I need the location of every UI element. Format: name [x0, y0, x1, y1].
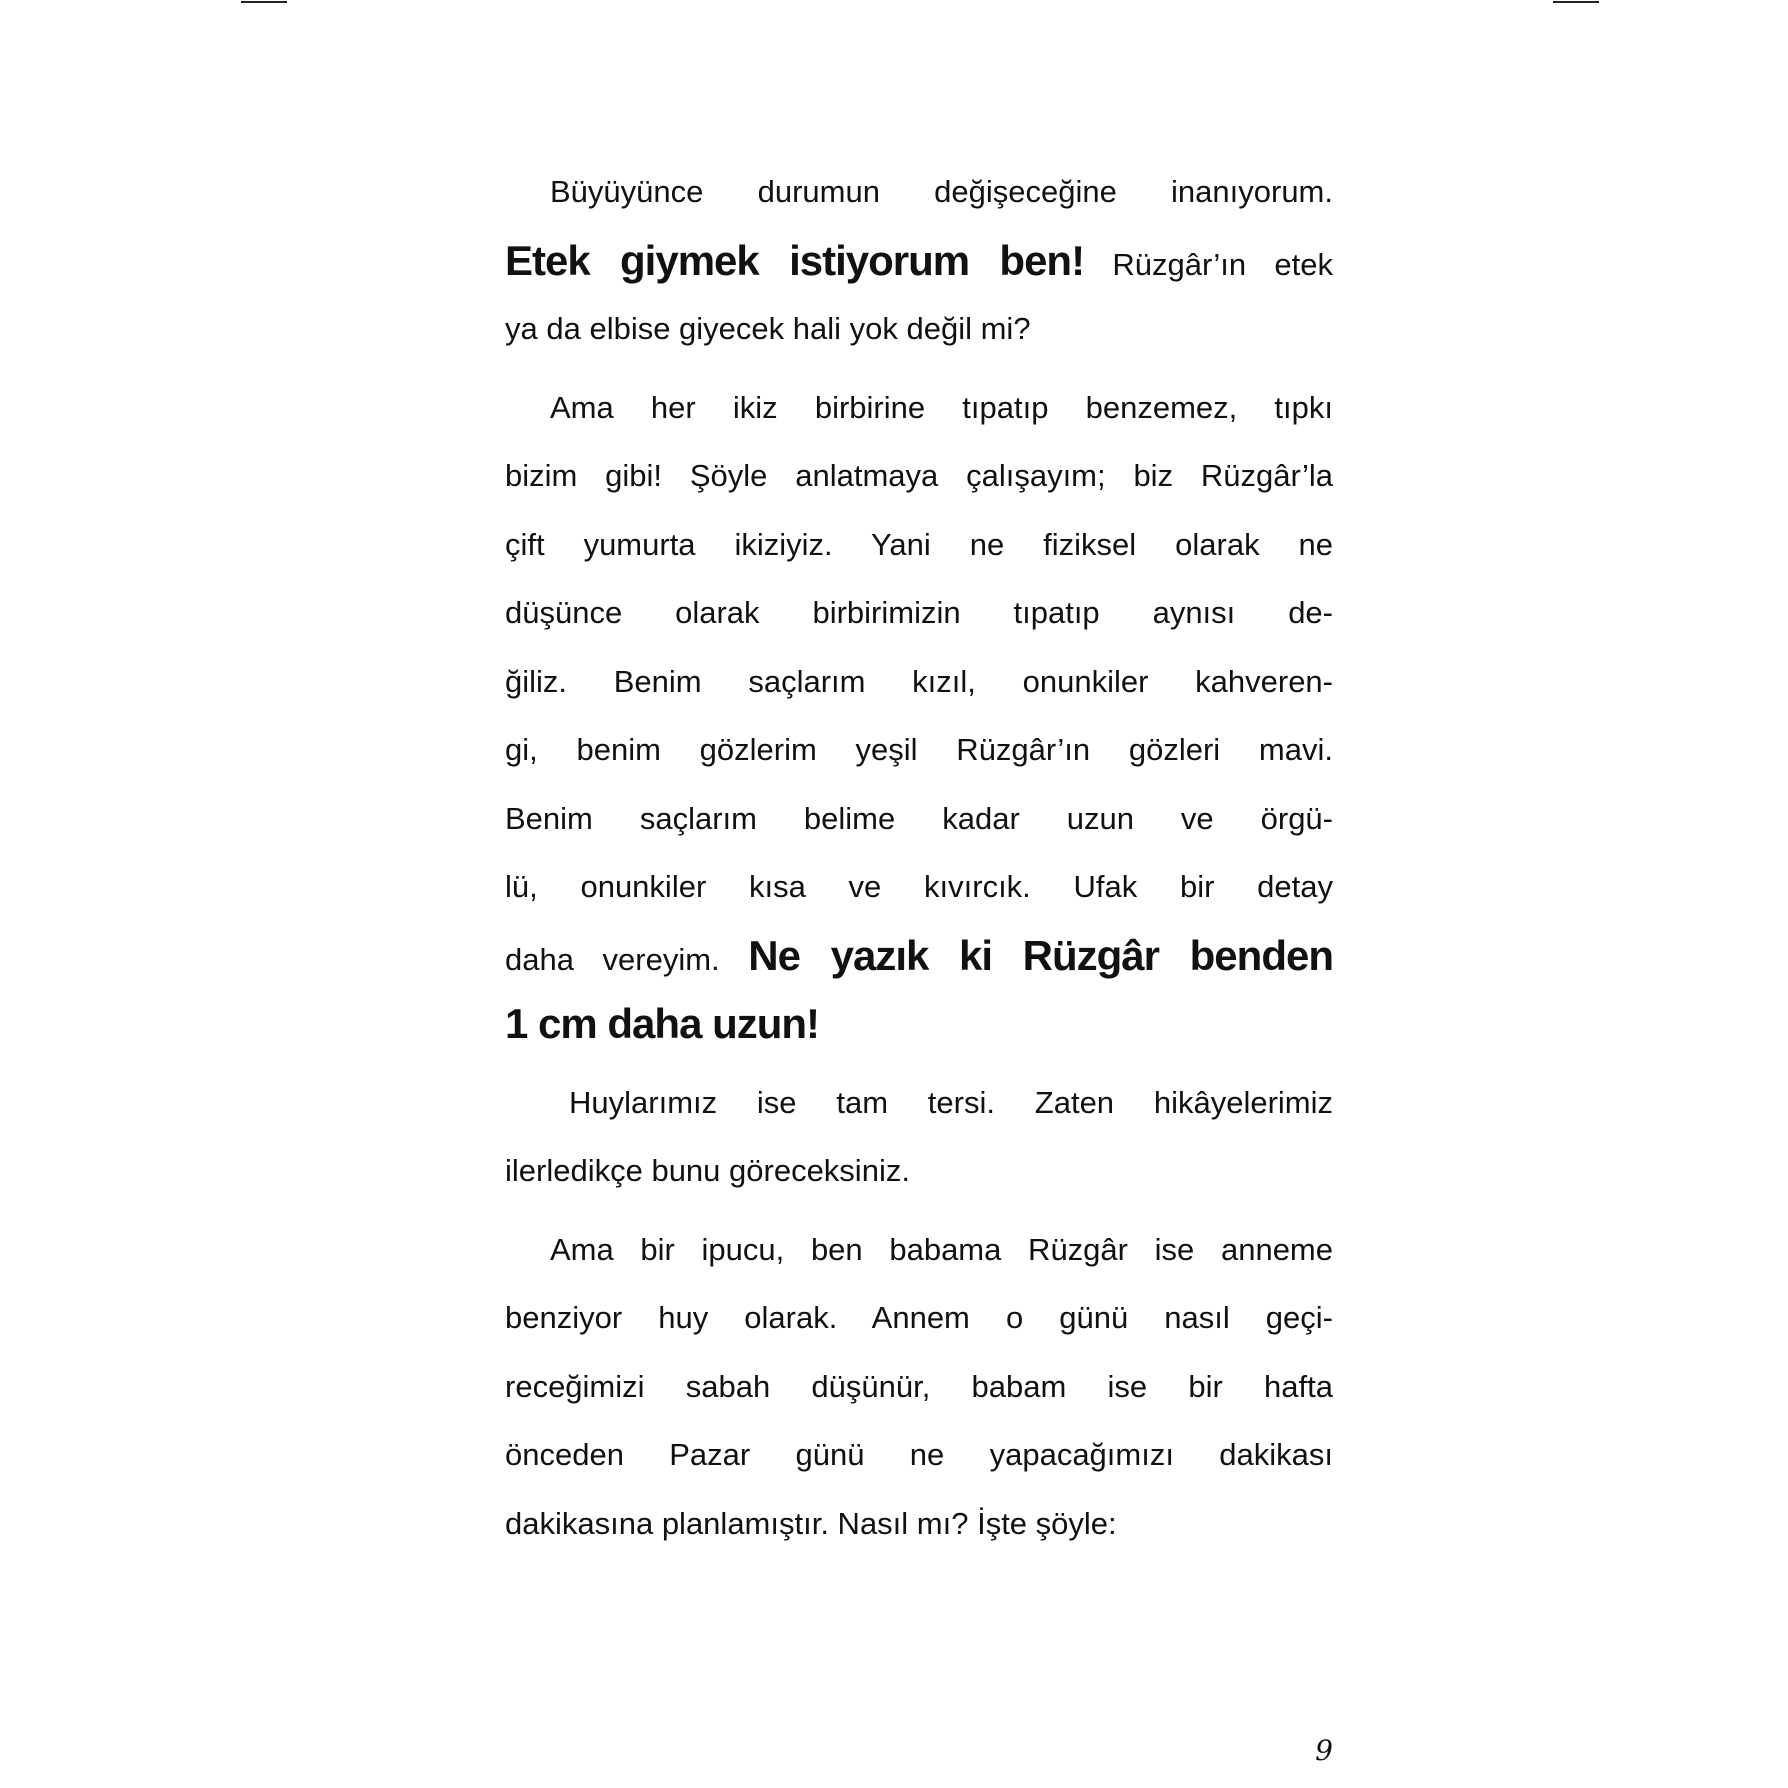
- text-line: dakikasına planlamıştır. Nasıl mı? İşte şöyle:: [505, 1505, 1117, 1541]
- line-text: Rüzgâr’ın etek: [1112, 246, 1333, 282]
- paragraph: [505, 1216, 1333, 1559]
- text-line: receğimizi sabah düşünür, babam ise bir hafta: [505, 1368, 1333, 1404]
- text-line: Benim saçlarım belime kadar uzun ve örgü-: [505, 800, 1333, 836]
- line-text: daha vereyim.: [505, 941, 720, 977]
- text-line: Ama her ikiz birbirine tıpatıp benzemez, tıpkı: [550, 389, 1333, 425]
- text-line: düşünce olarak birbirimizin tıpatıp aynısı de-: [505, 595, 1333, 630]
- emphasis-text: Etek giymek istiyorum ben!: [505, 236, 1085, 284]
- text-line: bizim gibi! Şöyle anlatmaya çalışayım; biz Rüzgâr’la: [505, 458, 1333, 493]
- page-number: 9: [1315, 1734, 1333, 1767]
- emphasis-text: Ne yazık ki Rüzgâr benden: [748, 931, 1333, 979]
- text-line: ya da elbise giyecek hali yok değil mi?: [505, 311, 1031, 346]
- text-line: Huylarımız ise tam tersi. Zaten hikâyelerimiz: [569, 1084, 1333, 1120]
- text-line: benziyor huy olarak. Annem o günü nasıl geçi-: [505, 1300, 1333, 1335]
- text-line: Büyüyünce durumun değişeceğine inanıyorum.: [550, 174, 1333, 209]
- crop-mark-right: [1553, 1, 1599, 3]
- text-line: lü, onunkiler kısa ve kıvırcık. Ufak bir detay: [505, 869, 1333, 904]
- text-line: Ama bir ipucu, ben babama Rüzgâr ise anneme: [550, 1231, 1333, 1267]
- paragraph: [505, 158, 1333, 364]
- paragraph: [505, 374, 1333, 1059]
- text-line: [505, 990, 1333, 1059]
- text-line: çift yumurta ikiziyiz. Yani ne fiziksel olarak ne: [505, 526, 1333, 562]
- text-line: ilerledikçe bunu göreceksiniz.: [505, 1153, 910, 1188]
- text-line: ğiliz. Benim saçlarım kızıl, onunkiler kahveren-: [505, 663, 1333, 699]
- crop-mark-left: [241, 1, 287, 3]
- text-line: [505, 922, 1333, 991]
- paragraph: [505, 1069, 1333, 1206]
- text-line: önceden Pazar günü ne yapacağımızı dakikası: [505, 1437, 1333, 1472]
- emphasis-text: 1 cm daha uzun!: [505, 1000, 820, 1047]
- text-line: [505, 227, 1333, 296]
- text-line: gi, benim gözlerim yeşil Rüzgâr’ın gözleri mavi.: [505, 732, 1333, 767]
- text-column: [505, 158, 1333, 1558]
